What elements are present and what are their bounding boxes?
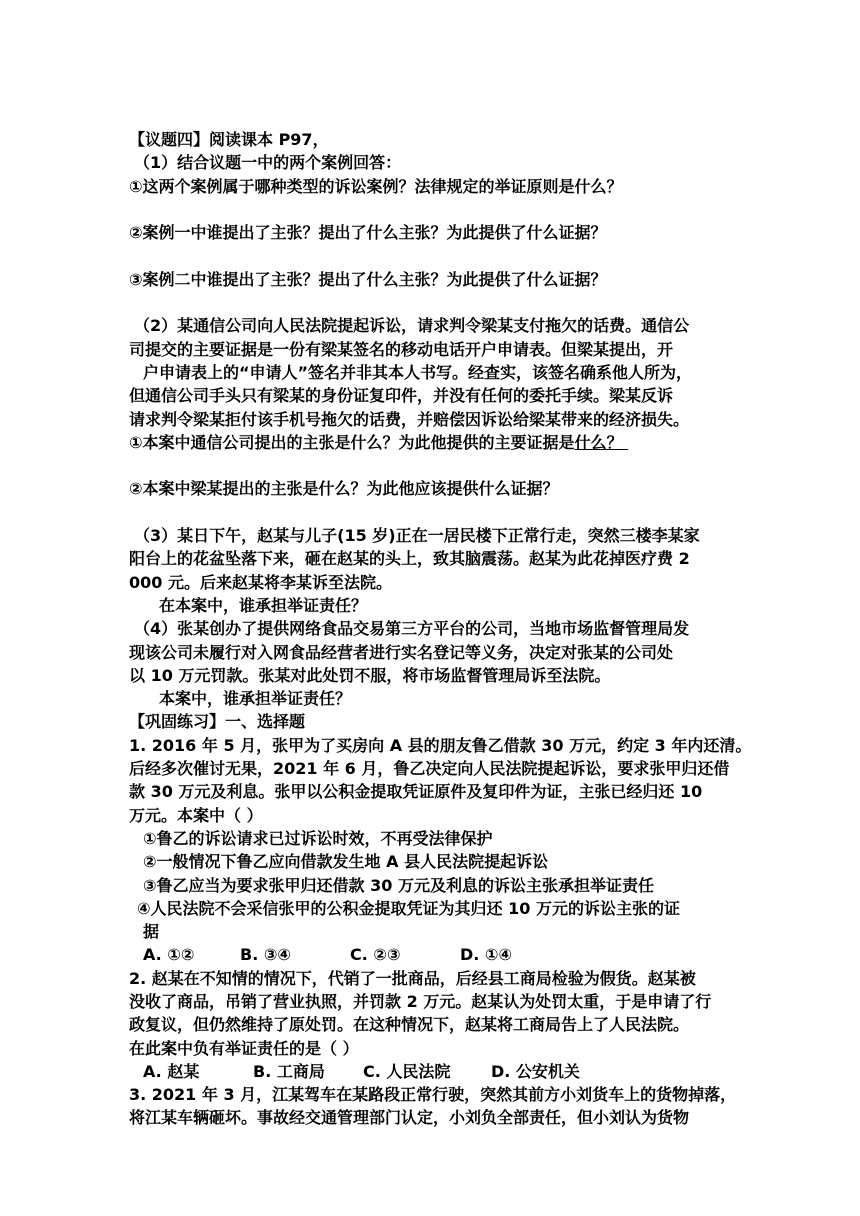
item3-stem-line: 3. 2021 年 3 月，江某驾车在某路段正常行驶，突然其前方小刘货车上的货物掉落， — [129, 1085, 737, 1105]
item2-stem-line: 没收了商品，吊销了营业执照，并罚款 2 万元。赵某认为处罚太重，于是申请了行 — [129, 991, 712, 1011]
item2-options — [129, 1060, 747, 1083]
item1-stem-line: 后经多次催讨无果，2021 年 6 月，鲁乙决定向人民法院提起诉讼，要求张甲归还借 — [129, 759, 730, 779]
item3-stem-line: 将江某车辆砸坏。事故经交通管理部门认定，小刘负全部责任，但小刘认为货物 — [129, 1108, 690, 1128]
option-b: B. ③④ — [240, 945, 291, 965]
option-b: B. 工商局 — [253, 1061, 325, 1081]
item2-stem-line: 政复议，但仍然维持了原处罚。在这种情况下，赵某将工商局告上了人民法院。 — [129, 1015, 690, 1035]
item1-stem-line: 款 30 万元及利息。张甲以公积金提取凭证原件及复印件为证，主张已经归还 10 — [129, 782, 703, 802]
answer-space — [129, 244, 747, 267]
q1-intro: （1）结合议题一中的两个案例回答： — [134, 153, 402, 173]
item1-statement: 据 — [143, 922, 160, 942]
topic4-heading: 【议题四】阅读课本 P97， — [129, 130, 329, 149]
q2-question-a-underlined: 什么？ — [574, 432, 623, 452]
q2-paragraph-line: （2）某通信公司向人民法院提起诉讼，请求判令梁某支付拖欠的话费。通信公 — [134, 316, 690, 336]
item1-statement: ③鲁乙应当为要求张甲归还借款 30 万元及利息的诉讼主张承担举证责任 — [143, 875, 654, 895]
q2-paragraph-line: 司提交的主要证据是一份有梁某签名的移动电话开户申请表。但梁某提出，开 — [129, 339, 674, 359]
item2-stem-line: 2. 赵某在不知情的情况下，代销了一批商品，后经县工商局检验为假货。赵某被 — [129, 968, 696, 988]
item2-stem-line: 在此案中负有举证责任的是（ ） — [129, 1038, 359, 1058]
q1-question-b: ②案例一中谁提出了主张？提出了什么主张？为此提供了什么证据？ — [129, 223, 607, 243]
q2-paragraph-line: 请求判令梁某拒付该手机号拖欠的话费，并赔偿因诉讼给梁某带来的经济损失。 — [129, 409, 690, 429]
answer-space — [129, 291, 747, 314]
q4-paragraph-line: （4）张某创办了提供网络食品交易第三方平台的公司，当地市场监督管理局发 — [134, 619, 690, 639]
q4-question: 本案中，谁承担举证责任？ — [159, 689, 352, 709]
practice-heading: 【巩固练习】一、选择题 — [129, 712, 306, 732]
item1-statement: ①鲁乙的诉讼请求已过诉讼时效，不再受法律保护 — [143, 828, 493, 848]
item1-statement: ④人民法院不会采信张甲的公积金提取凭证为其归还 10 万元的诉讼主张的证 — [137, 898, 680, 918]
document-page — [129, 128, 752, 1130]
q1-question-c: ③案例二中谁提出了主张？提出了什么主张？为此提供了什么证据？ — [129, 269, 607, 289]
answer-space — [129, 198, 747, 221]
option-a: A. 赵某 — [143, 1061, 200, 1081]
q3-paragraph-line: 000 元。后来赵某将李某诉至法院。 — [129, 572, 392, 592]
answer-space — [129, 454, 747, 477]
q1-question-a: ①这两个案例属于哪种类型的诉讼案例？法律规定的举证原则是什么？ — [129, 176, 623, 196]
item1-statement: ②一般情况下鲁乙应向借款发生地 A 县人民法院提起诉讼 — [143, 852, 549, 872]
item1-stem-line: 1. 2016 年 5 月，张甲为了买房向 A 县的朋友鲁乙借款 30 万元，约定 3 年内还清。 — [129, 735, 752, 755]
q3-question: 在本案中，谁承担举证责任？ — [159, 595, 368, 615]
q4-paragraph-line: 现该公司未履行对入网食品经营者进行实名登记等义务，决定对张某的公司处 — [129, 642, 674, 662]
option-a: A. ①② — [143, 945, 195, 965]
q2-question-b: ②本案中梁某提出的主张是什么？为此他应该提供什么证据？ — [129, 479, 559, 499]
option-d: D. 公安机关 — [491, 1061, 580, 1081]
underline-blank — [623, 433, 629, 452]
item1-options — [129, 943, 747, 966]
option-c: C. 人民法院 — [363, 1061, 451, 1081]
q3-paragraph-line: 阳台上的花盆坠落下来，砸在赵某的头上，致其脑震荡。赵某为此花掉医疗费 2 — [129, 549, 690, 569]
q2-paragraph-line: 但通信公司手头只有梁某的身份证复印件，并没有任何的委托手续。梁某反诉 — [129, 386, 674, 406]
option-c: C. ②③ — [350, 945, 401, 965]
q3-paragraph-line: （3）某日下午，赵某与儿子(15 岁)正在一居民楼下正常行走，突然三楼李某家 — [134, 526, 700, 546]
q4-paragraph-line: 以 10 万元罚款。张某对此处罚不服，将市场监督管理局诉至法院。 — [129, 665, 611, 685]
option-d: D. ①④ — [460, 945, 513, 965]
item1-stem-line: 万元。本案中（ ） — [129, 805, 263, 825]
answer-space — [129, 501, 747, 524]
q2-paragraph-line: 户申请表上的“申请人”签名并非其本人书写。经查实，该签名确系他人所为， — [143, 362, 693, 382]
q2-question-a — [129, 431, 747, 454]
q2-question-a-text: ①本案中通信公司提出的主张是什么？为此他提供的主要证据是 — [129, 432, 575, 452]
